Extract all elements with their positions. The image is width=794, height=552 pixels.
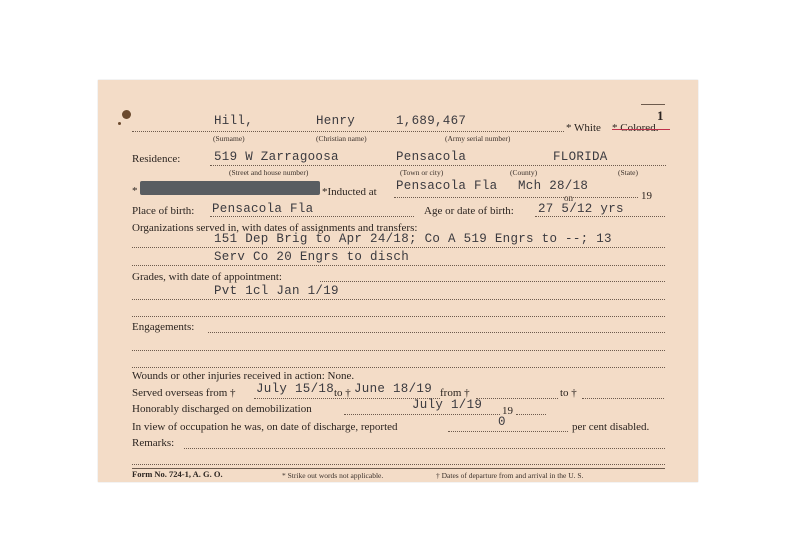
- surname-value: Hill,: [214, 114, 254, 128]
- street-value: 519 W Zarragoosa: [214, 150, 339, 164]
- organizations-line2: Serv Co 20 Engrs to disch: [214, 250, 410, 264]
- state-caption: (State): [618, 168, 638, 177]
- birthplace-line: [210, 216, 414, 217]
- town-caption: (Town or city): [400, 168, 444, 177]
- disability-line: [448, 431, 568, 432]
- discharge-year: 19: [502, 405, 513, 417]
- residence-line: [210, 165, 666, 166]
- inducted-prefix: *: [132, 185, 138, 197]
- overseas-to-label: to †: [334, 387, 351, 399]
- record-card: [98, 80, 698, 482]
- birthplace-value: Pensacola Fla: [212, 202, 314, 216]
- inducted-label: *Inducted at: [322, 186, 377, 198]
- discharged-label: Honorably discharged on demobilization: [132, 403, 312, 415]
- engagements-label: Engagements:: [132, 321, 195, 333]
- town-value: Pensacola: [396, 150, 467, 164]
- state-value: FLORIDA: [553, 150, 608, 164]
- organizations-rule2: [132, 265, 665, 266]
- grades-rule1: [132, 299, 665, 300]
- redacted-block: [140, 181, 320, 195]
- race-white-label: * White: [566, 122, 601, 134]
- inducted-year: 19: [641, 190, 652, 202]
- residence-label: Residence:: [132, 153, 181, 165]
- card-number-rule: [641, 104, 665, 105]
- on-label: on: [564, 193, 573, 203]
- overseas-from-value: July 15/18: [256, 382, 335, 396]
- occupation-label: In view of occupation he was, on date of discharge, reported: [132, 421, 398, 433]
- age-value: 27 5/12 yrs: [538, 202, 624, 216]
- overseas-to-label2: to †: [560, 387, 577, 399]
- organizations-label: Organizations served in, with dates of assignments and transfers:: [132, 222, 418, 234]
- footnote-dates: † Dates of departure from and arrival in the U. S.: [436, 471, 584, 480]
- colored-strikeout: [612, 129, 670, 130]
- ink-stain: [122, 110, 131, 119]
- surname-caption: (Surname): [213, 134, 245, 143]
- overseas-to-value: June 18/19: [354, 382, 433, 396]
- christian-name-caption: (Christian name): [316, 134, 367, 143]
- age-label: Age or date of birth:: [424, 205, 514, 217]
- serial-caption: (Army serial number): [445, 134, 511, 143]
- overseas-line3: [582, 398, 664, 399]
- inducted-place-value: Pensacola Fla: [396, 179, 498, 193]
- overseas-line2: [476, 398, 558, 399]
- disability-value: 0: [498, 415, 506, 429]
- race-colored-label: * Colored.: [612, 122, 659, 134]
- engagements-rule2: [132, 350, 665, 351]
- grades-value: Pvt 1cl Jan 1/19: [214, 284, 339, 298]
- discharge-line: [344, 414, 500, 415]
- inducted-line: [394, 197, 638, 198]
- wounds-label: Wounds or other injuries received in action: None.: [132, 370, 355, 382]
- county-caption: (County): [510, 168, 538, 177]
- serial-number-value: 1,689,467: [396, 114, 467, 128]
- footnote-strike: * Strike out words not applicable.: [282, 471, 384, 480]
- card-number: 1: [657, 108, 664, 123]
- remarks-rule1: [184, 448, 665, 449]
- inducted-date-value: Mch 28/18: [518, 179, 589, 193]
- birthplace-label: Place of birth:: [132, 205, 195, 217]
- discharge-date-value: July 1/19: [412, 398, 483, 412]
- ink-stain-speck: [118, 122, 121, 125]
- organizations-line1: 151 Dep Brig to Apr 24/18; Co A 519 Engrs to --; 13: [214, 232, 612, 246]
- christian-name-value: Henry: [316, 114, 356, 128]
- form-number: Form No. 724-1, A. G. O.: [132, 469, 223, 479]
- grades-label: Grades, with date of appointment:: [132, 271, 282, 283]
- age-line: [535, 216, 665, 217]
- remarks-label: Remarks:: [132, 437, 175, 449]
- percent-label: per cent disabled.: [572, 421, 650, 433]
- engagements-rule1: [208, 332, 665, 333]
- organizations-rule1: [132, 247, 665, 248]
- remarks-rule2: [132, 464, 665, 465]
- engagements-rule3: [132, 367, 665, 368]
- overseas-label: Served overseas from †: [132, 387, 236, 399]
- grades-rule-top: [320, 281, 665, 282]
- grades-rule2: [132, 316, 665, 317]
- name-line: [132, 131, 564, 132]
- street-caption: (Street and house number): [229, 168, 309, 177]
- discharge-year-line: [516, 414, 546, 415]
- overseas-from-label2: from †: [440, 387, 470, 399]
